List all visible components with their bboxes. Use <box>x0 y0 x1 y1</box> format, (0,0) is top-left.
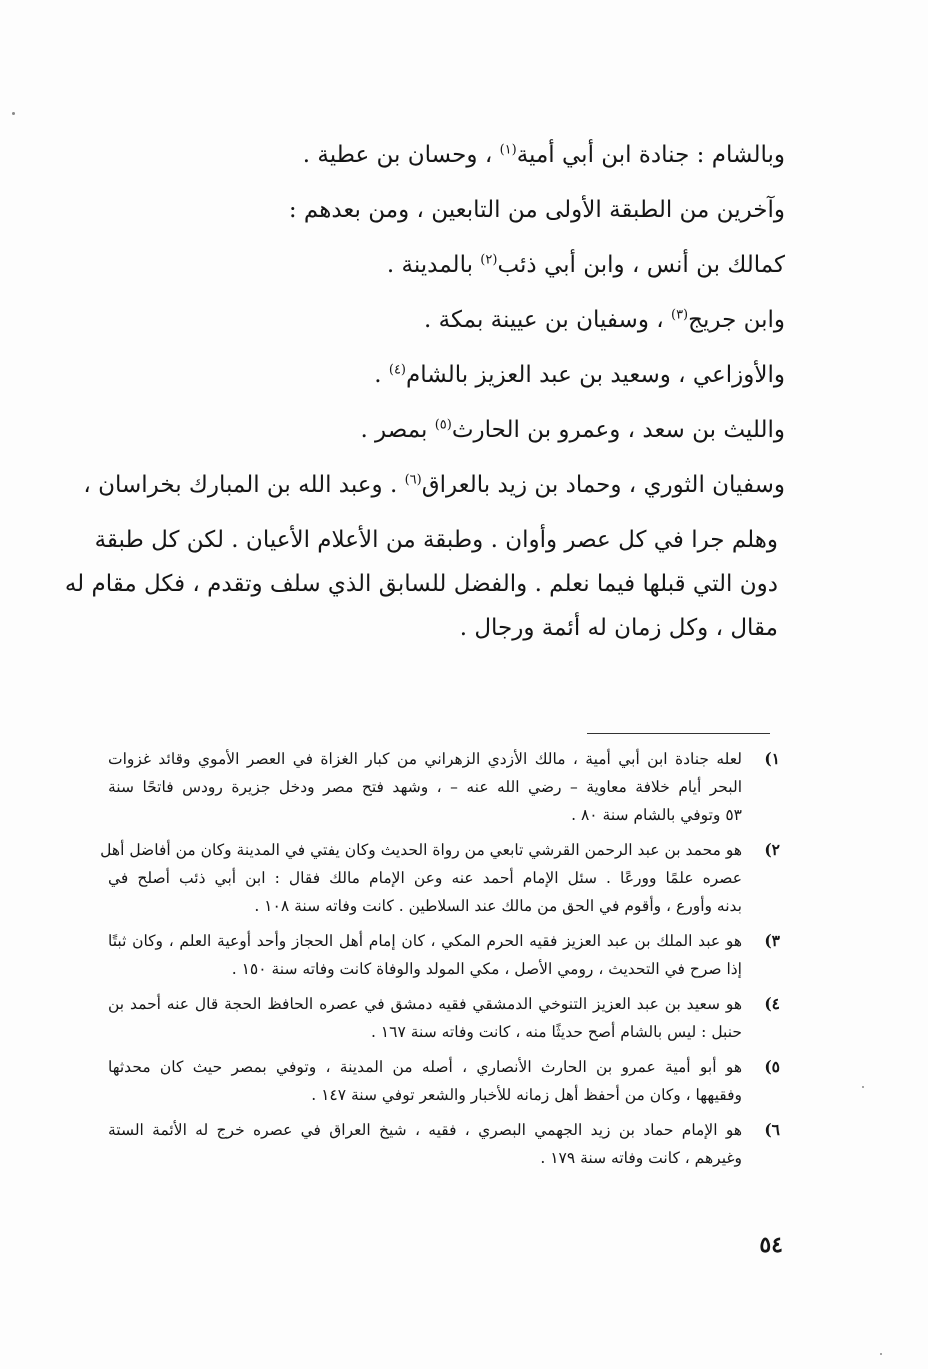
footnote-marker[interactable]: (٥) <box>434 417 452 433</box>
main-line <box>100 250 785 305</box>
scan-speck <box>880 1353 882 1355</box>
footnote-number: ٦) <box>764 1120 780 1139</box>
main-line-text: وسفيان الثوري ، وحماد بن زيد بالعراق <box>421 472 785 498</box>
footnote <box>108 990 780 1046</box>
footnote-line: لعله جنادة ابن أبي أمية ، مالك الأزدي الزهراني من كبار الغزاة في العصر الأموي وقائد غزوات <box>108 750 742 768</box>
footnote-line: هو محمد بن عبد الرحمن القرشي تابعي من رواة الحديث وكان يفتي في المدينة وكان من أفاضل أهل <box>100 841 742 859</box>
footnote <box>108 745 780 829</box>
main-line <box>100 360 785 415</box>
main-line-text: بمصر . <box>360 417 435 443</box>
main-line-text: ، وسفيان بن عيينة بمكة . <box>424 307 671 333</box>
footnote-line: ٥٣ وتوفي بالشام سنة ٨٠ . <box>571 806 742 824</box>
scan-speck <box>12 112 15 115</box>
main-line <box>83 470 785 525</box>
main-line-text: والليث بن سعد ، وعمرو بن الحارث <box>451 417 785 443</box>
footnote-number: ٣) <box>764 931 780 950</box>
footnote-line: إذا صرح في التحديث ، رومي الأصل ، مكي المولد والوفاة كانت وفاته سنة ١٥٠ . <box>231 960 742 978</box>
footnote <box>108 927 780 983</box>
main-line-text: وآخرين من الطبقة الأولى من التابعين ، ومن بعدهم : <box>288 197 785 223</box>
footnote-line: هو عبد الملك بن عبد العزيز فقيه الحرم المكي ، كان إمام أهل الحجاز وأحد أوعية العلم ، وكان ثبتًا <box>108 932 742 950</box>
footnote-line: هو سعيد بن عبد العزيز التنوخي الدمشقي فقيه دمشق في عصره الحافظ الحجة قال عنه أحمد بن <box>108 995 742 1013</box>
footnote-number: ٢) <box>764 840 780 859</box>
footnote-line: عصره علمًا وورعًا . سئل الإمام أحمد عنه وعن الإمام مالك فقال : ابن أبي ذئب أصلح في <box>108 869 742 887</box>
footnote-marker[interactable]: (٣) <box>670 307 689 323</box>
footnote <box>108 1053 780 1109</box>
main-line <box>100 415 785 470</box>
main-line-text: وبالشام : جنادة ابن أبي أمية <box>516 142 785 168</box>
page-number: ٥٤ <box>759 1232 783 1258</box>
footnote-marker[interactable]: (١) <box>499 142 517 158</box>
main-line-text: وابن جريج <box>688 307 785 333</box>
main-line-text: والأوزاعي ، وسعيد بن عبد العزيز بالشام <box>406 362 785 388</box>
footnote-separator <box>587 733 770 734</box>
footnote-number: ٤) <box>764 994 780 1013</box>
footnote <box>100 836 780 920</box>
footnote-line: هو أبو أمية عمرو بن الحارث الأنصاري ، أصله من المدينة ، وتوفي بمصر حيث كان محدثها <box>108 1058 742 1076</box>
footnote-number: ٥) <box>764 1057 780 1076</box>
footnote-line: وغيرهم ، كانت وفاته سنة ١٧٩ . <box>540 1149 742 1167</box>
footnote-number: ١) <box>764 749 780 768</box>
main-line-text: . <box>374 362 389 388</box>
main-line-text: بالمدينة . <box>386 252 481 278</box>
footnote-line: وفقيهها ، وكان من أحفظ أهل زمانه للأخبار والشعر توفي سنة ١٤٧ . <box>311 1086 742 1104</box>
footnote-marker[interactable]: (٢) <box>480 252 498 268</box>
main-line-text: . وعبد الله بن المبارك بخراسان ، <box>83 472 405 498</box>
footnote-line: حنبل : ليس بالشام أصح حديثًا منه ، كانت وفاته سنة ١٦٧ . <box>370 1023 742 1041</box>
main-text <box>83 140 785 525</box>
footnote-line: هو الإمام حماد بن زيد الجهمي البصري ، فقيه ، شيخ العراق في عصره خرج له الأئمة الستة <box>108 1121 742 1139</box>
paragraph-line: مقال ، وكل زمان له أئمة ورجال . <box>459 615 778 641</box>
footnote-marker[interactable]: (٦) <box>404 472 422 488</box>
footnotes <box>100 745 780 1179</box>
paragraph-line: دون التي قبلها فيما نعلم . والفضل للسابق الذي سلف وتقدم ، فكل مقام له <box>64 571 778 597</box>
main-line <box>100 305 785 360</box>
main-line-text: ، وحسان بن عطية . <box>302 142 500 168</box>
main-line <box>100 195 785 250</box>
closing-paragraph <box>64 518 778 650</box>
footnote-marker[interactable]: (٤) <box>388 362 406 378</box>
footnote <box>108 1116 780 1172</box>
scan-speck <box>862 1086 864 1088</box>
main-line-text: كمالك بن أنس ، وابن أبي ذئب <box>497 252 785 278</box>
footnote-line: بدنه وأورع ، وأقوم في الحق من مالك عند السلاطين . كانت وفاته سنة ١٠٨ . <box>254 897 742 915</box>
footnote-line: البحر أيام خلافة معاوية – رضي الله عنه – ، وشهد فتح مصر ودخل جزيرة رودس فاتحًا سنة <box>108 778 742 796</box>
main-line <box>100 140 785 195</box>
paragraph-line: وهلم جرا في كل عصر وأوان . وطبقة من الأعلام الأعيان . لكن كل طبقة <box>94 527 778 553</box>
